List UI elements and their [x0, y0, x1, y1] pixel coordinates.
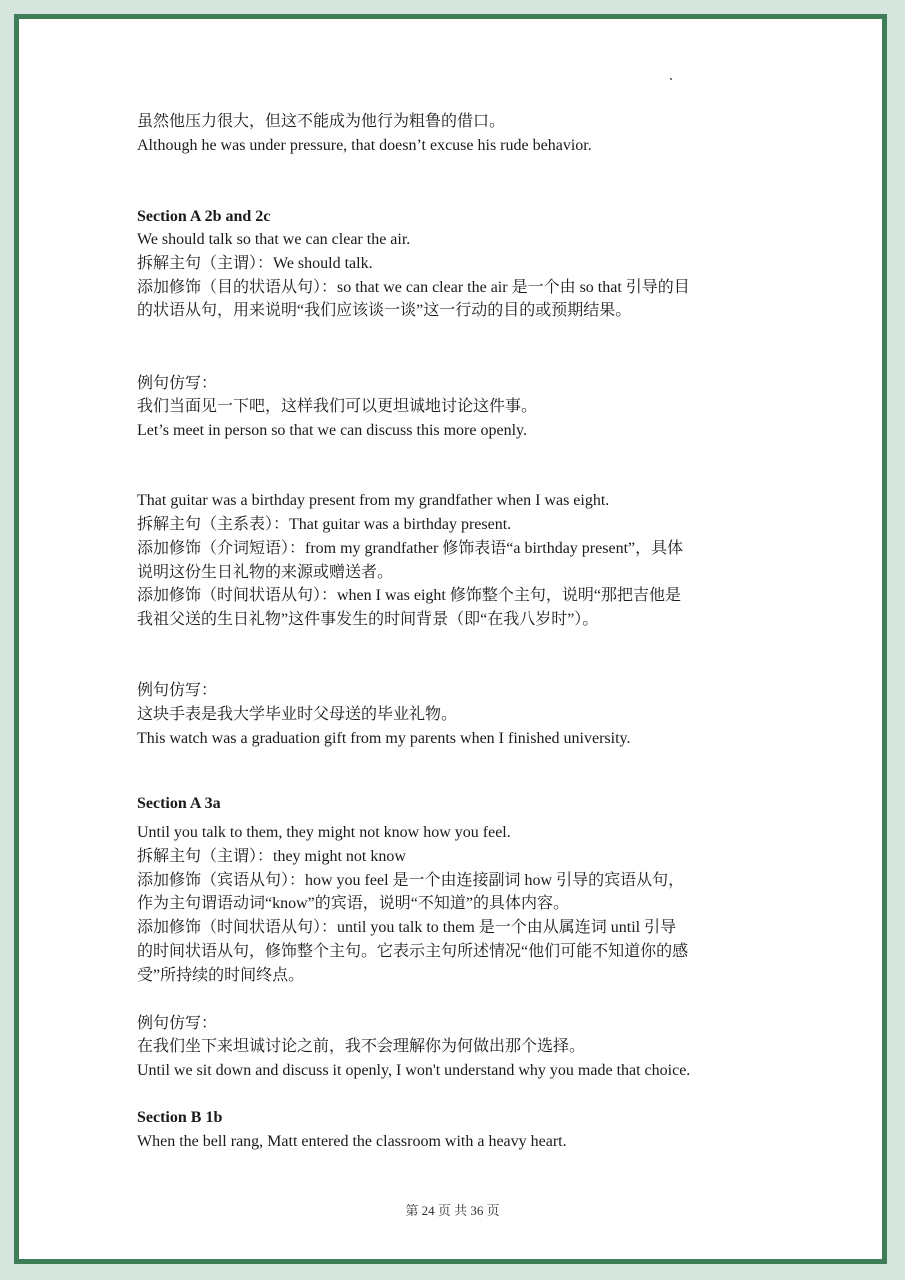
text-line: 在我们坐下来坦诚讨论之前，我不会理解你为何做出那个选择。: [137, 1038, 586, 1055]
text-line: 拆解主句（主谓）：they might not know: [137, 848, 406, 865]
section-heading: Section A 3a: [137, 795, 221, 812]
text-line: 添加修饰（宾语从句）：how you feel 是一个由连接副词 how 引导的宾语从句，: [137, 872, 685, 889]
section-heading: Section B 1b: [137, 1109, 223, 1126]
text-line: 添加修饰（介词短语）：from my grandfather 修饰表语“a birthday present”，具体: [137, 540, 684, 557]
text-line: 拆解主句（主系表）：That guitar was a birthday present.: [137, 516, 512, 533]
text-line: 拆解主句（主谓）：We should talk.: [137, 255, 373, 272]
text-line: We should talk so that we can clear the air.: [137, 231, 411, 248]
text-line: 我们当面见一下吧，这样我们可以更坦诚地讨论这件事。: [137, 398, 538, 415]
text-line: 受”所持续的时间终点。: [137, 967, 305, 984]
page-number-footer: 第 24 页 共 36 页: [405, 1203, 500, 1218]
text-line: 添加修饰（时间状语从句）：when I was eight 修饰整个主句，说明“那把吉他是: [137, 587, 681, 604]
text-line: 添加修饰（目的状语从句）：so that we can clear the air 是一个由 so that 引导的目: [137, 279, 690, 296]
text-line: 这块手表是我大学毕业时父母送的毕业礼物。: [137, 706, 458, 723]
text-line: 的状语从句，用来说明“我们应该谈一谈”这一行动的目的或预期结果。: [137, 302, 632, 319]
text-line: 虽然他压力很大，但这不能成为他行为粗鲁的借口。: [137, 113, 506, 130]
section-heading: Section A 2b and 2c: [137, 208, 271, 225]
text-line: Until you talk to them, they might not know how you feel.: [137, 824, 511, 841]
text-line: 作为主句谓语动词“know”的宾语，说明“不知道”的具体内容。: [137, 895, 569, 912]
text-line: 添加修饰（时间状语从句）：until you talk to them 是一个由从属连词 until 引导: [137, 919, 677, 936]
text-line: 例句仿写：: [137, 375, 218, 392]
text-line: 说明这份生日礼物的来源或赠送者。: [137, 564, 394, 581]
text-line: 的时间状语从句，修饰整个主句。它表示主句所述情况“他们可能不知道你的感: [137, 943, 689, 960]
text-line: That guitar was a birthday present from my grandfather when I was eight.: [137, 492, 610, 509]
text-line: When the bell rang, Matt entered the classroom with a heavy heart.: [137, 1133, 567, 1150]
text-line: This watch was a graduation gift from my parents when I finished university.: [137, 730, 631, 747]
text-line: Let’s meet in person so that we can discuss this more openly.: [137, 422, 527, 439]
text-line: 我祖父送的生日礼物”这件事发生的时间背景（即“在我八岁时”）。: [137, 611, 599, 628]
text-line: 例句仿写：: [137, 682, 218, 699]
text-line: Until we sit down and discuss it openly, I won't understand why you made that choice.: [137, 1062, 691, 1079]
text-line: 例句仿写：: [137, 1015, 218, 1032]
scan-speck: [670, 78, 672, 80]
text-line: Although he was under pressure, that doesn’t excuse his rude behavior.: [137, 137, 592, 154]
